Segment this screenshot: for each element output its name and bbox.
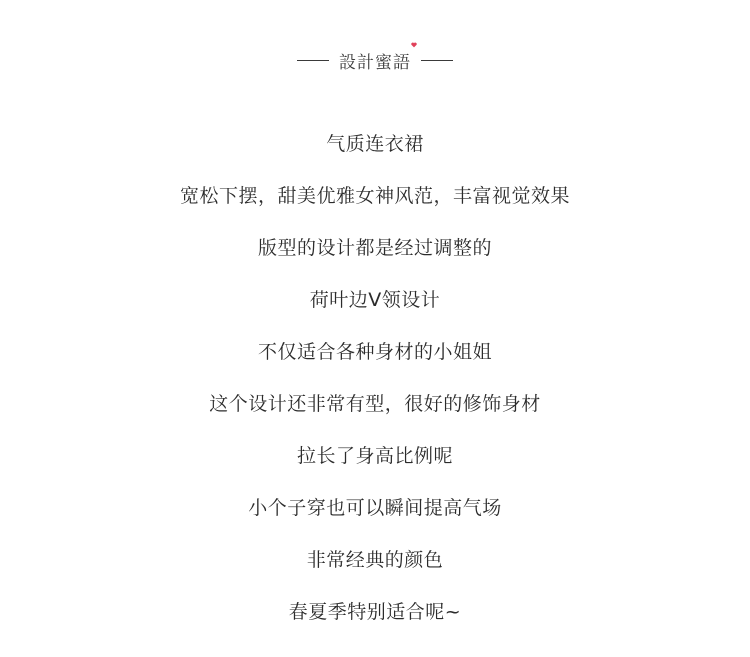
description-line-2: 宽松下摆，甜美优雅女神风范，丰富视觉效果	[179, 185, 570, 207]
header-title-group	[339, 48, 411, 73]
description-line-5: 不仅适合各种身材的小姐姐	[257, 341, 492, 363]
header-right-rule	[421, 60, 453, 61]
description-lines	[0, 128, 750, 648]
description-line-7: 拉长了身高比例呢	[296, 445, 453, 467]
description-line-10: 春夏季特别适合呢~	[288, 601, 462, 623]
description-line-9: 非常经典的颜色	[306, 549, 444, 571]
section-header	[0, 46, 750, 74]
heart-icon	[411, 42, 417, 48]
section-title: 設計蜜語	[339, 52, 411, 73]
header-left-rule	[297, 60, 329, 61]
description-line-6: 这个设计还非常有型，很好的修饰身材	[209, 393, 541, 415]
description-line-8: 小个子穿也可以瞬间提高气场	[248, 497, 502, 519]
description-line-4: 荷叶边V领设计	[309, 289, 441, 311]
description-line-1: 气质连衣裙	[326, 133, 424, 155]
description-line-3: 版型的设计都是经过调整的	[257, 237, 492, 259]
